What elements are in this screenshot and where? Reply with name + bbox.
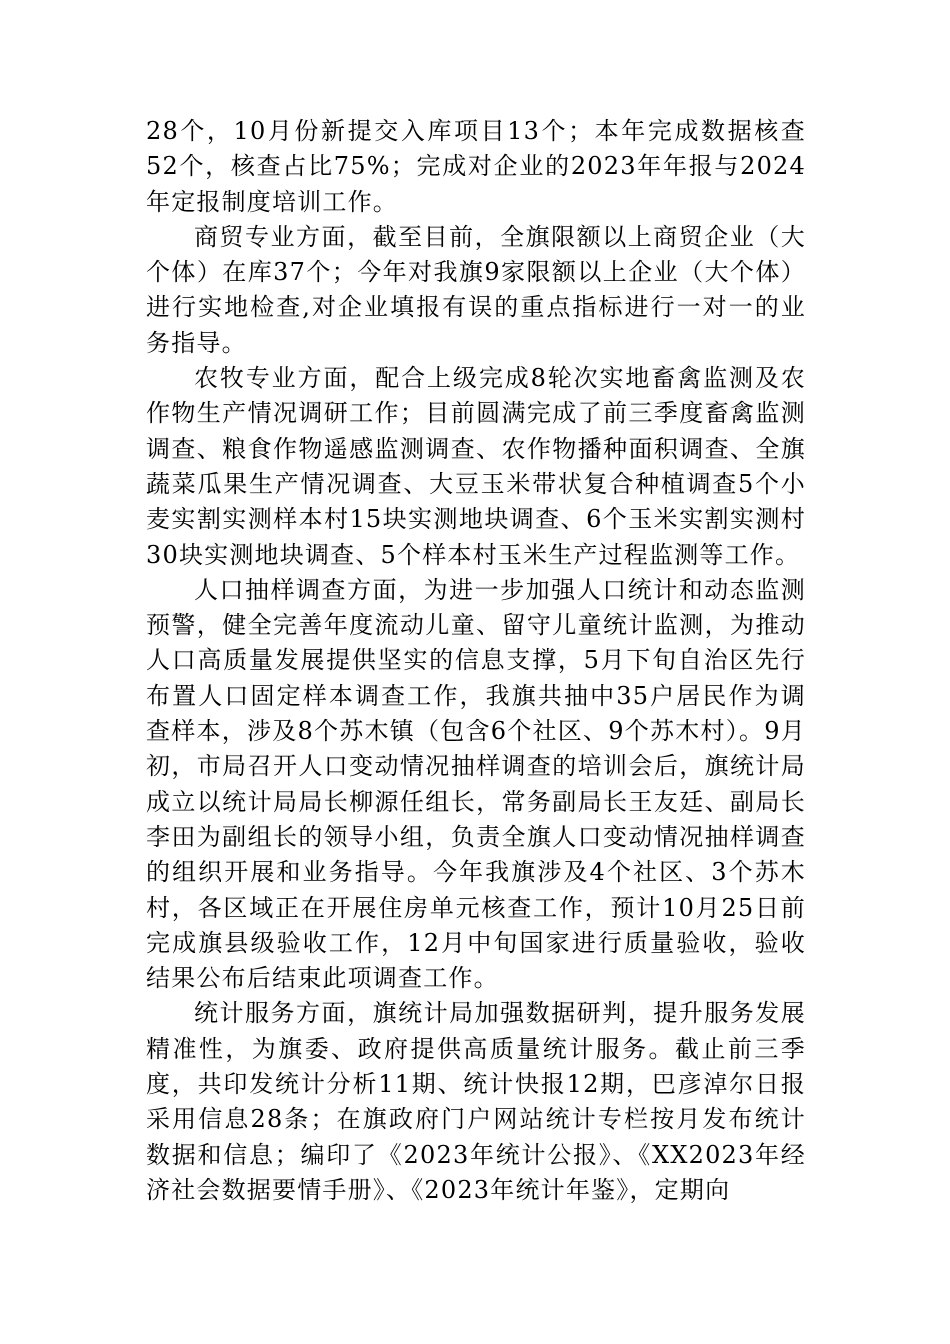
paragraph-agriculture: 农牧专业方面，配合上级完成8轮次实地畜禽监测及农作物生产情况调研工作；目前圆满完成了前三季度畜禽监测调查、粮食作物遥感监测调查、农作物播种面积调查、全旗蔬菜瓜果生产情况调查、大豆玉米带状复合种植调查5个小麦实割实测样本村15块实测地块调查、6个玉米实割实测村30块实测地块调查、5个样本村玉米生产过程监测等工作。	[146, 364, 806, 569]
paragraph-continuation: 28个，10月份新提交入库项目13个；本年完成数据核查52个，核查占比75%；完成对企业的2023年年报与2024年定报制度培训工作。	[146, 117, 806, 216]
paragraph-population-survey: 人口抽样调查方面，为进一步加强人口统计和动态监测预警，健全完善年度流动儿童、留守儿童统计监测，为推动人口高质量发展提供坚实的信息支撑，5月下旬自治区先行布置人口固定样本调查工作，我旗共抽中35户居民作为调查样本，涉及8个苏木镇（包含6个社区、9个苏木村）。9月初，市局召开人口变动情况抽样调查的培训会后，旗统计局成立以统计局局长柳源任组长，常务副局长王友廷、副局长李田为副组长的领导小组，负责全旗人口变动情况抽样调查的组织开展和业务指导。今年我旗涉及4个社区、3个苏木村，各区域正在开展住房单元核查工作，预计10月25日前完成旗县级验收工作，12月中旬国家进行质量验收，验收结果公布后结束此项调查工作。	[146, 575, 806, 993]
document-body	[146, 114, 806, 1208]
paragraph-commerce: 商贸专业方面，截至目前，全旗限额以上商贸企业（大个体）在库37个；今年对我旗9家限额以上企业（大个体）进行实地检查,对企业填报有误的重点指标进行一对一的业务指导。	[146, 222, 806, 357]
paragraph-statistical-service: 统计服务方面，旗统计局加强数据研判，提升服务发展精准性，为旗委、政府提供高质量统计服务。截止前三季度，共印发统计分析11期、统计快报12期，巴彦淖尔日报采用信息28条；在旗政府门户网站统计专栏按月发布统计数据和信息；编印了《2023年统计公报》、《XX2023年经济社会数据要情手册》、《2023年统计年鉴》，定期向	[146, 999, 806, 1204]
